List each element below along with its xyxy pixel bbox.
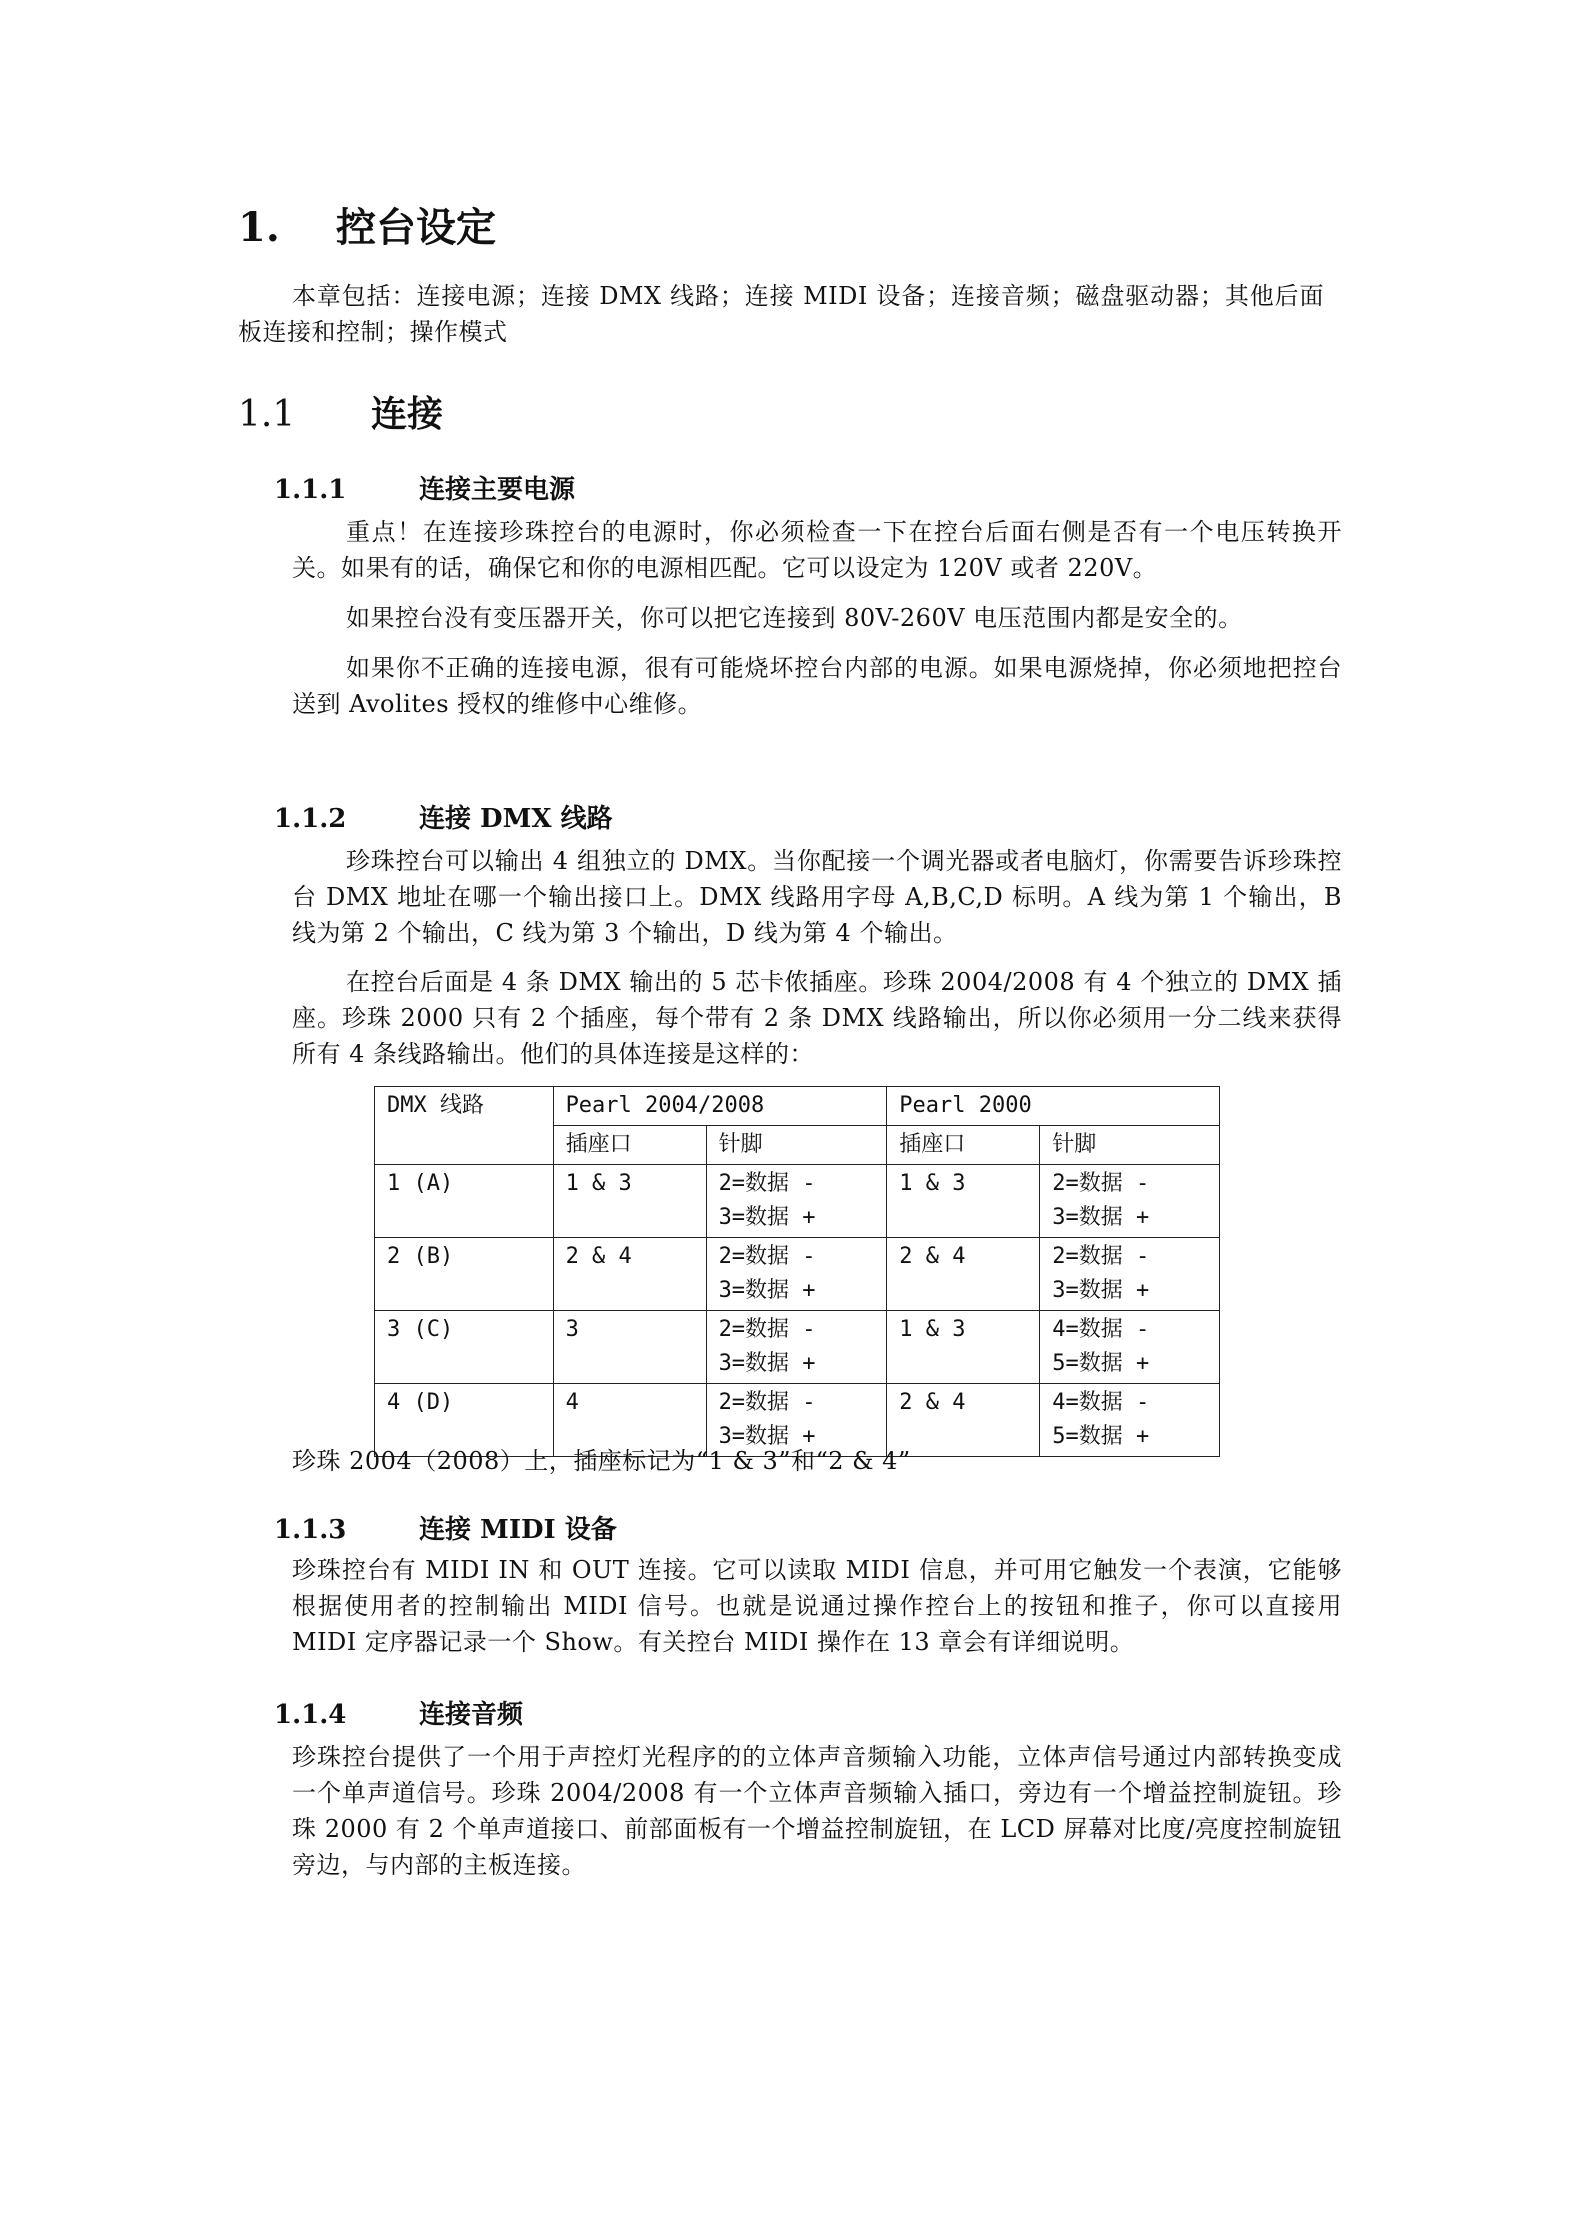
pin-text: 4=数据 - [1052, 1317, 1150, 1342]
header-cell: DMX 线路 [375, 1087, 554, 1165]
chapter-heading [238, 196, 496, 253]
table-cell [1040, 1311, 1220, 1384]
header-cell: 插座口 [553, 1126, 706, 1165]
pin-text: 3=数据 + [718, 1205, 816, 1230]
chapter-intro: 本章包括：连接电源；连接 DMX 线路；连接 MIDI 设备；连接音频；磁盘驱动器；其他后面板连接和控制；操作模式 [238, 282, 1324, 346]
subsection-heading-114 [274, 1694, 523, 1731]
header-cell: 针脚 [1040, 1126, 1220, 1165]
pin-text: 3=数据 + [718, 1278, 816, 1303]
table-cell: 2 & 4 [553, 1238, 706, 1311]
table-cell: 1 & 3 [887, 1311, 1040, 1384]
table-cell [706, 1238, 887, 1311]
pin-text: 2=数据 - [718, 1171, 816, 1196]
table-cell: 3 (C) [375, 1311, 554, 1384]
table-header-row [375, 1087, 1220, 1126]
table-row [375, 1165, 1220, 1238]
paragraph: 如果控台没有变压器开关，你可以把它连接到 80V-260V 电压范围内都是安全的。 [346, 604, 1243, 632]
table-cell: 2 (B) [375, 1238, 554, 1311]
paragraph: 珍珠控台可以输出 4 组独立的 DMX。当你配接一个调光器或者电脑灯，你需要告诉珍珠控台 DMX 地址在哪一个输出接口上。DMX 线路用字母 A,B,C,D 标明。A 线为第 1 个输出，B 线为第 2 个输出，C 线为第 3 个输出，D 线为第 4 个输出。 [292, 847, 1342, 947]
table-row [375, 1311, 1220, 1384]
dmx-table [374, 1086, 1220, 1457]
section-title: 连接 [371, 393, 444, 435]
chapter-number: 1. [238, 204, 280, 251]
subsection-title: 连接 DMX 线路 [419, 804, 613, 834]
table-cell [1040, 1165, 1220, 1238]
subsection-number: 1.1.3 [274, 1515, 347, 1545]
pin-text: 5=数据 + [1052, 1351, 1150, 1376]
paragraph: 如果你不正确的连接电源，很有可能烧坏控台内部的电源。如果电源烧掉，你必须地把控台送到 Avolites 授权的维修中心维修。 [292, 654, 1342, 718]
header-cell: 插座口 [887, 1126, 1040, 1165]
pin-text: 3=数据 + [718, 1351, 816, 1376]
chapter-title: 控台设定 [336, 204, 496, 251]
pin-text: 3=数据 + [1052, 1205, 1150, 1230]
table-cell [706, 1165, 887, 1238]
pin-text: 4=数据 - [1052, 1390, 1150, 1415]
subsection-heading-111 [274, 469, 575, 506]
pin-text: 2=数据 - [718, 1244, 816, 1269]
paragraph: 重点！在连接珍珠控台的电源时，你必须检查一下在控台后面右侧是否有一个电压转换开关。如果有的话，确保它和你的电源相匹配。它可以设定为 120V 或者 220V。 [292, 518, 1342, 582]
pin-text: 2=数据 - [718, 1390, 816, 1415]
table-cell: 4 [553, 1384, 706, 1457]
pin-text: 5=数据 + [1052, 1424, 1150, 1449]
table-cell: 1 & 3 [553, 1165, 706, 1238]
table-cell [706, 1311, 887, 1384]
table-cell: 4 (D) [375, 1384, 554, 1457]
header-cell: Pearl 2000 [887, 1087, 1220, 1126]
table-cell: 3 [553, 1311, 706, 1384]
subsection-title: 连接 MIDI 设备 [419, 1515, 617, 1545]
subsection-title: 连接音频 [419, 1700, 524, 1730]
pin-text: 2=数据 - [1052, 1171, 1150, 1196]
subsection-number: 1.1.4 [274, 1700, 347, 1730]
header-cell: 针脚 [706, 1126, 887, 1165]
table-cell [1040, 1238, 1220, 1311]
table-cell: 1 & 3 [887, 1165, 1040, 1238]
section-heading [238, 386, 443, 437]
pin-text: 2=数据 - [718, 1317, 816, 1342]
table-cell: 2 & 4 [887, 1238, 1040, 1311]
header-cell: Pearl 2004/2008 [553, 1087, 887, 1126]
section-number: 1.1 [238, 394, 296, 435]
subsection-heading-113 [274, 1509, 617, 1546]
subsection-number: 1.1.1 [274, 475, 347, 505]
subsection-title: 连接主要电源 [419, 475, 576, 505]
paragraph: 珍珠控台提供了一个用于声控灯光程序的的立体声音频输入功能，立体声信号通过内部转换变成一个单声道信号。珍珠 2004/2008 有一个立体声音频输入插口，旁边有一个增益控制旋钮。珍珠 2000 有 2 个单声道接口、前部面板有一个增益控制旋钮，在 LCD 屏幕对比度/亮度控制旋钮旁边，与内部的主板连接。 [292, 1743, 1342, 1879]
pin-text: 3=数据 + [1052, 1278, 1150, 1303]
pin-text: 2=数据 - [1052, 1244, 1150, 1269]
table-cell: 1 (A) [375, 1165, 554, 1238]
paragraph: 在控台后面是 4 条 DMX 输出的 5 芯卡侬插座。珍珠 2004/2008 有 4 个独立的 DMX 插座。珍珠 2000 只有 2 个插座，每个带有 2 条 DMX 线路输出，所以你必须用一分二线来获得所有 4 条线路输出。他们的具体连接是这样的： [292, 968, 1342, 1068]
subsection-number: 1.1.2 [274, 804, 347, 834]
table-row [375, 1238, 1220, 1311]
table-note: 珍珠 2004（2008）上，插座标记为“1 & 3”和“2 & 4” [292, 1447, 911, 1475]
subsection-heading-112 [274, 798, 613, 835]
pin-text: 3=数据 + [718, 1424, 816, 1449]
table-cell: 2 & 4 [887, 1384, 1040, 1457]
paragraph: 珍珠控台有 MIDI IN 和 OUT 连接。它可以读取 MIDI 信息，并可用它触发一个表演，它能够根据使用者的控制输出 MIDI 信号。也就是说通过操作控台上的按钮和推子，你可以直接用 MIDI 定序器记录一个 Show。有关控台 MIDI 操作在 13 章会有详细说明。 [292, 1556, 1342, 1656]
